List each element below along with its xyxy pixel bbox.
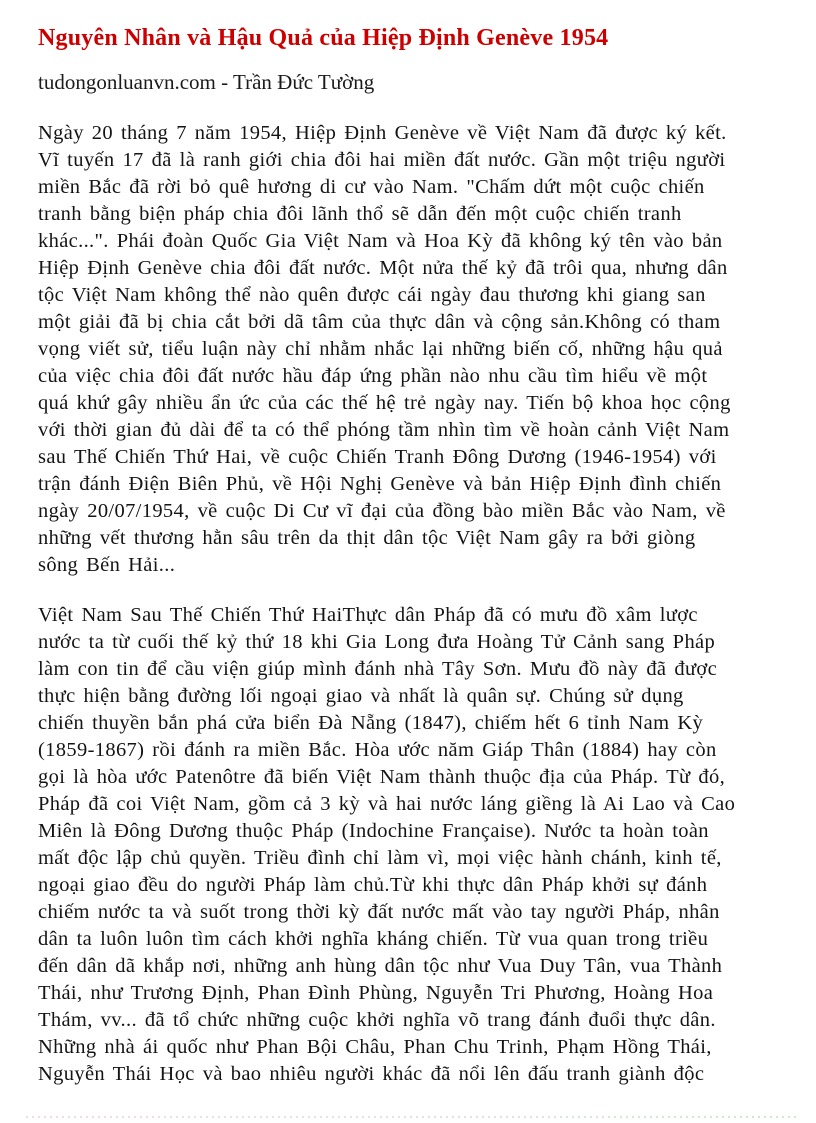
text-line: (1859-1867) rồi đánh ra miền Bắc. Hòa ước năm Giáp Thân (1884) hay còn [38, 738, 717, 761]
text-line: miền Bắc đã rời bỏ quê hương di cư vào Nam. "Chấm dứt một cuộc chiến [38, 175, 705, 198]
dotted-divider [26, 1116, 796, 1118]
text-line: Hiệp Định Genève chia đôi đất nước. Một nửa thế kỷ đã trôi qua, nhưng dân [38, 256, 728, 279]
text-line: khác...". Phái đoàn Quốc Gia Việt Nam và Hoa Kỳ đã không ký tên vào bản [38, 229, 723, 252]
text-line: tộc Việt Nam không thể nào quên được cái ngày đau thương khi giang san [38, 283, 706, 306]
paragraph [38, 602, 792, 1088]
text-line: Pháp đã coi Việt Nam, gồm cả 3 kỳ và hai nước láng giềng là Ai Lao và Cao [38, 792, 736, 815]
article-body [38, 120, 792, 1088]
text-line: Ngày 20 tháng 7 năm 1954, Hiệp Định Genève về Việt Nam đã được ký kết. [38, 121, 727, 144]
text-line: gọi là hòa ước Patenôtre đã biến Việt Nam thành thuộc địa của Pháp. Từ đó, [38, 765, 726, 788]
text-line: quá khứ gây nhiều ẩn ức của các thế hệ trẻ ngày nay. Tiến bộ khoa học cộng [38, 391, 731, 414]
text-line: dân ta luôn luôn tìm cách khởi nghĩa kháng chiến. Từ vua quan trong triều [38, 927, 709, 950]
text-line: chiến thuyền bắn phá cửa biển Đà Nẵng (1847), chiếm hết 6 tỉnh Nam Kỳ [38, 711, 704, 734]
page-title: Nguyên Nhân và Hậu Quả của Hiệp Định Genève 1954 [38, 25, 609, 51]
text-line: vọng viết sử, tiểu luận này chỉ nhằm nhắc lại những biến cố, những hậu quả [38, 337, 723, 360]
text-line: nước ta từ cuối thế kỷ thứ 18 khi Gia Long đưa Hoàng Tử Cảnh sang Pháp [38, 630, 716, 653]
text-line: một giải đã bị chia cắt bởi dã tâm của thực dân và cộng sản.Không có tham [38, 310, 721, 333]
text-line: đến dân dã khắp nơi, những anh hùng dân tộc như Vua Duy Tân, vua Thành [38, 954, 723, 977]
text-line: ngày 20/07/1954, về cuộc Di Cư vĩ đại của đồng bào miền Bắc vào Nam, về [38, 499, 726, 522]
text-line: với thời gian đủ dài để ta có thể phóng tầm nhìn tìm về hoàn cảnh Việt Nam [38, 418, 730, 441]
byline: tudongonluanvn.com - Trần Đức Tường [38, 69, 375, 94]
text-line: ngoại giao đều do người Pháp làm chủ.Từ khi thực dân Pháp khởi sự đánh [38, 873, 708, 896]
text-line: Miên là Đông Dương thuộc Pháp (Indochine Française). Nước ta hoàn toàn [38, 819, 709, 842]
text-line: của việc chia đôi đất nước hầu đáp ứng phần nào nhu cầu tìm hiểu về một [38, 364, 708, 387]
text-line: Vĩ tuyến 17 đã là ranh giới chia đôi hai miền đất nước. Gần một triệu người [38, 148, 726, 171]
text-line: sông Bến Hải... [38, 553, 176, 576]
text-line: Thám, vv... đã tổ chức những cuộc khởi nghĩa võ trang đánh đuổi thực dân. [38, 1008, 716, 1031]
text-line: Nguyễn Thái Học và bao nhiêu người khác đã nổi lên đấu tranh giành độc [38, 1062, 705, 1085]
text-line: Thái, như Trương Định, Phan Đình Phùng, Nguyễn Tri Phương, Hoàng Hoa [38, 981, 714, 1004]
text-line: chiếm nước ta và suốt trong thời kỳ đất nước mất vào tay người Pháp, nhân [38, 900, 720, 923]
text-line: Việt Nam Sau Thế Chiến Thứ HaiThực dân Pháp đã có mưu đồ xâm lược [38, 603, 698, 626]
text-line: trận đánh Điện Biên Phủ, về Hội Nghị Genève và bản Hiệp Định đình chiến [38, 472, 722, 495]
text-line: mất độc lập chủ quyền. Triều đình chỉ làm vì, mọi việc hành chánh, kinh tế, [38, 846, 722, 869]
text-line: những vết thương hằn sâu trên da thịt dân tộc Việt Nam gây ra bởi giòng [38, 526, 696, 549]
paragraph [38, 120, 792, 579]
text-line: tranh bằng biện pháp chia đôi lãnh thổ sẽ dẫn đến một cuộc chiến tranh [38, 202, 682, 225]
text-line: Những nhà ái quốc như Phan Bội Châu, Phan Chu Trinh, Phạm Hồng Thái, [38, 1035, 712, 1058]
text-line: sau Thế Chiến Thứ Hai, về cuộc Chiến Tranh Đông Dương (1946-1954) với [38, 445, 717, 468]
text-line: làm con tin để cầu viện giúp mình đánh nhà Tây Sơn. Mưu đồ này đã được [38, 657, 718, 680]
text-line: thực hiện bằng đường lối ngoại giao và nhất là quân sự. Chúng sử dụng [38, 684, 684, 707]
